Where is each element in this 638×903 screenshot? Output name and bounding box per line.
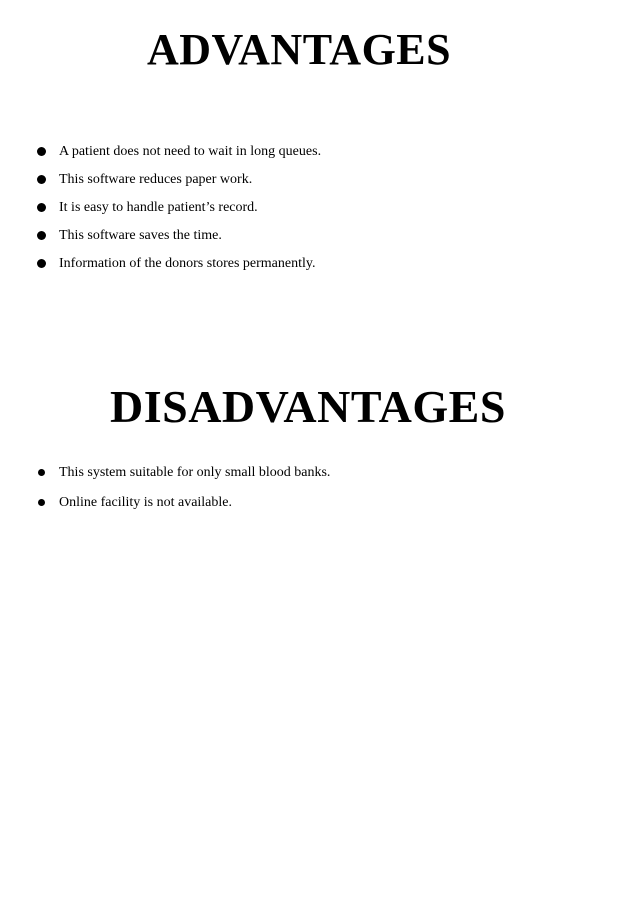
- list-item-text: A patient does not need to wait in long queues.: [59, 144, 322, 159]
- advantages-list: [37, 143, 321, 283]
- list-item: [37, 255, 321, 283]
- bullet-icon: [38, 499, 45, 506]
- bullet-icon: [37, 147, 46, 156]
- list-item-text: Information of the donors stores permanently.: [59, 256, 316, 271]
- list-item: [38, 494, 330, 524]
- list-item-text: Online facility is not available.: [59, 495, 233, 510]
- list-item-text: This system suitable for only small blood banks.: [59, 465, 331, 480]
- bullet-icon: [37, 231, 46, 240]
- list-item: [38, 464, 330, 494]
- list-item-text: This software saves the time.: [59, 228, 222, 243]
- bullet-icon: [37, 175, 46, 184]
- bullet-icon: [38, 469, 45, 476]
- disadvantages-heading: DISADVANTAGES: [110, 381, 506, 432]
- bullet-icon: [37, 203, 46, 212]
- advantages-heading: ADVANTAGES: [147, 25, 452, 74]
- list-item-text: It is easy to handle patient’s record.: [59, 200, 258, 215]
- list-item: [37, 199, 321, 227]
- disadvantages-list: [38, 464, 330, 524]
- list-item: [37, 171, 321, 199]
- list-item: [37, 227, 321, 255]
- list-item: [37, 143, 321, 171]
- bullet-icon: [37, 259, 46, 268]
- list-item-text: This software reduces paper work.: [59, 172, 253, 187]
